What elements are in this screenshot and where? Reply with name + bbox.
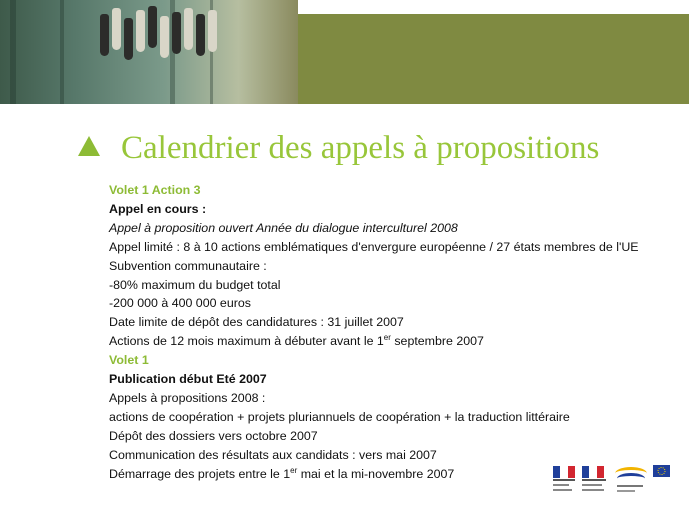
text-line: Date limite de dépôt des candidatures : 31 juillet 2007	[109, 315, 404, 330]
header-green-bar	[298, 14, 689, 104]
text-line	[109, 332, 684, 351]
eu-flag-icon	[653, 463, 670, 497]
subheading: Publication début Eté 2007	[109, 372, 267, 387]
french-republic-logo-icon	[551, 463, 577, 497]
text-part: mai et la mi-novembre 2007	[297, 466, 455, 481]
header-banner	[0, 0, 689, 104]
text-line: -80% maximum du budget total	[109, 277, 281, 292]
text-line: actions de coopération + projets pluriannuels de coopération + la traduction littéraire	[109, 409, 570, 424]
text-line: Communication des résultats aux candidats : vers mai 2007	[109, 447, 437, 462]
triangle-bullet-icon	[78, 136, 100, 156]
subheading: Appel en cours :	[109, 201, 207, 216]
text-line: Appels à propositions 2008 :	[109, 390, 266, 405]
page-title: Calendrier des appels à propositions	[121, 130, 600, 166]
ministry-logo-icon	[580, 463, 608, 497]
text-line: Dépôt des dossiers vers octobre 2007	[109, 428, 318, 443]
education-culture-logo-icon	[613, 463, 649, 497]
text-part: Actions de 12 mois maximum à débuter avant le 1	[109, 334, 384, 349]
text-line: Appel à proposition ouvert Année du dialogue interculturel 2008	[109, 220, 458, 235]
superscript: er	[290, 465, 298, 475]
footer-logos	[551, 463, 671, 497]
text-part: septembre 2007	[390, 334, 484, 349]
header-photo	[0, 0, 298, 104]
superscript: er	[383, 333, 391, 343]
section-heading: Volet 1	[109, 353, 149, 368]
text-part: Démarrage des projets entre le 1	[109, 466, 291, 481]
section-heading: Volet 1 Action 3	[109, 183, 201, 197]
text-line: Appel limité : 8 à 10 actions emblématiques d'envergure européenne / 27 états membres de l'UE	[109, 239, 639, 254]
text-line: Subvention communautaire :	[109, 258, 267, 273]
text-line: -200 000 à 400 000 euros	[109, 296, 251, 311]
content-body	[109, 181, 684, 484]
